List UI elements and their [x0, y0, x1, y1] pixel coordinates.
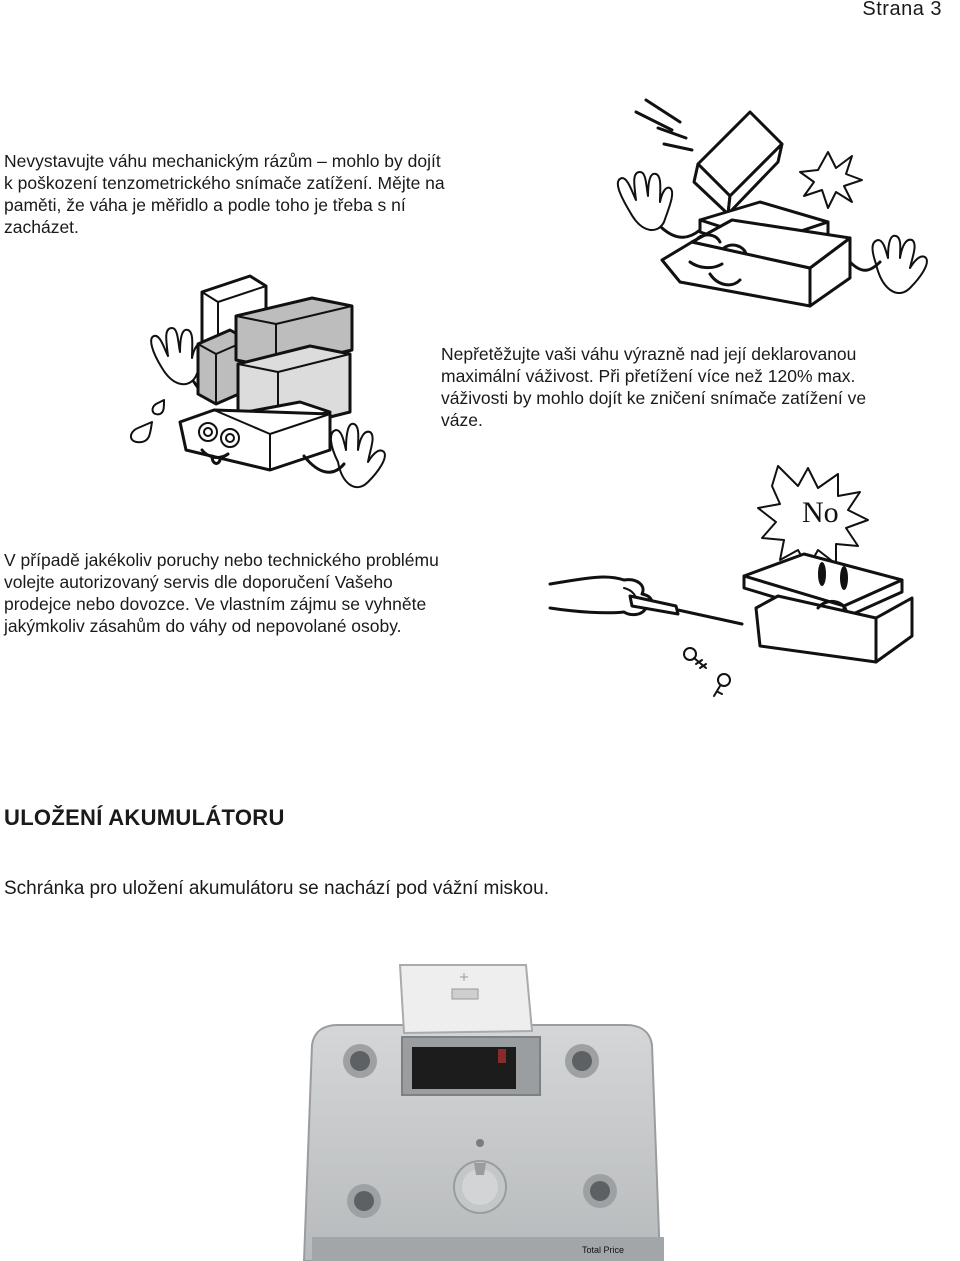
unauthorized-repair-illustration [546, 458, 916, 698]
falling-box [694, 112, 782, 214]
no-speech-burst [758, 466, 868, 568]
battery-compartment-photo [282, 955, 682, 1261]
screwdriver-handle [630, 596, 678, 614]
text-line: jakýmkoliv zásahům do váhy od nepovolané osoby. [4, 616, 402, 636]
text-line: zacházet. [4, 217, 79, 237]
rubber-foot [565, 1044, 599, 1078]
text-line: váze. [441, 410, 483, 430]
no-label: No [802, 496, 839, 529]
overload-warning-paragraph [441, 343, 866, 431]
text-line: maximální váživost. Při přetížení více než 120% max. [441, 366, 856, 386]
text-line: váživosti by mohlo dojít ke zničení snímače zatížení ve [441, 388, 867, 408]
total-price-label: Total Price [582, 1245, 625, 1255]
hand-icon [151, 328, 204, 384]
screw-icon [684, 648, 706, 668]
rubber-foot [347, 1184, 381, 1218]
text-line: V případě jakékoliv poruchy nebo technického problému [4, 550, 439, 570]
rubber-foot [343, 1044, 377, 1078]
hand-icon [618, 172, 672, 230]
text-line: k poškození tenzometrického snímače zatížení. Mějte na [4, 173, 445, 193]
battery-location-text: Schránka pro uložení akumulátoru se nachází pod vážní miskou. [4, 878, 549, 899]
hand-icon [331, 424, 385, 487]
sweat-drop-icon [131, 422, 152, 442]
rubber-foot [583, 1174, 617, 1208]
text-line: Nevystavujte váhu mechanickým rázům – mohlo by dojít [4, 151, 441, 171]
service-warning-paragraph [4, 549, 439, 637]
hand-icon [873, 236, 927, 293]
text-line: paměti, že váha je měřidlo a podle toho je třeba s ní [4, 195, 406, 215]
scale-illustration [744, 554, 912, 662]
battery-compartment-lid[interactable] [400, 965, 532, 1033]
text-line: Nepřetěžujte vaši váhu výrazně nad její deklarovanou [441, 344, 857, 364]
page-number: Strana 3 [862, 0, 942, 20]
screwdriver-shaft [678, 610, 742, 624]
screw-icon [714, 674, 730, 696]
falling-box-illustration [600, 92, 960, 322]
burst-star-icon [800, 152, 862, 208]
section-heading: ULOŽENÍ AKUMULÁTORU [4, 805, 285, 830]
text-line: prodejce nebo dovozce. Ve vlastním zájmu se vyhněte [4, 594, 427, 614]
overloaded-scale-illustration [124, 272, 436, 492]
scale-illustration [662, 202, 850, 306]
shock-warning-paragraph [4, 150, 445, 238]
sweat-drop-icon [153, 400, 164, 414]
text-line: volejte autorizovaný servis dle doporučení Vašeho [4, 572, 393, 592]
